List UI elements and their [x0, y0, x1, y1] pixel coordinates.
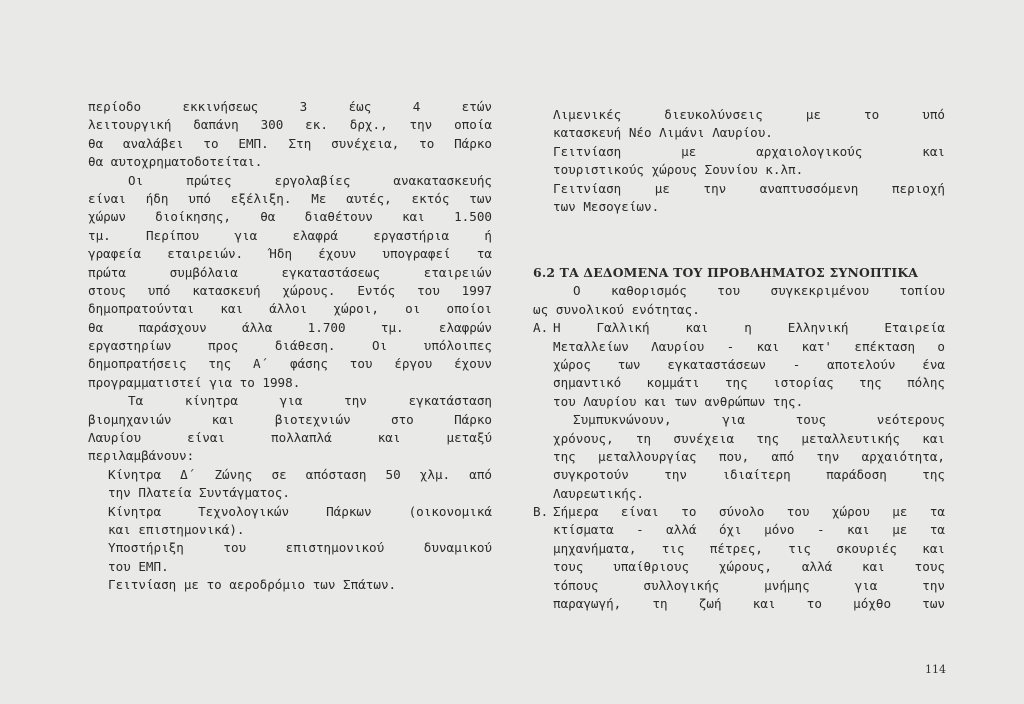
section-heading: 6.2 ΤΑ ΔΕΔΟΜΕΝΑ ΤΟΥ ΠΡΟΒΛΗΜΑΤΟΣ ΣΥΝΟΠΤΙΚΑ — [533, 265, 919, 280]
text-line: κτίσματα - αλλά όχι μόνο - και με τα — [553, 522, 945, 538]
text-line: εργαστηρίων προς διάθεση. Οι υπόλοιπες — [88, 338, 492, 354]
text-line: θα αυτοχρηματοδοτείται. — [88, 154, 263, 170]
right-bullet-list — [533, 106, 945, 216]
page-number: 114 — [925, 663, 946, 676]
text-line: Ο καθορισμός του συγκεκριμένου τοπίου — [573, 283, 945, 299]
text-line: είναι ήδη υπό εξέλιξη. Με αυτές, εκτός των — [88, 190, 492, 206]
text-line: στους υπό κατασκευή χώρους. Εντός του 1997 — [88, 282, 492, 298]
text-line: την Πλατεία Συντάγματος. — [108, 485, 290, 501]
text-line: χώρος των εγκαταστάσεων - αποτελούν ένα — [553, 356, 945, 372]
text-line: και επιστημονικά). — [108, 521, 245, 537]
text-line: περίοδο εκκινήσεως 3 έως 4 ετών — [88, 99, 492, 114]
text-line: λειτουργική δαπάνη 300 εκ. δρχ., την οποία — [88, 117, 492, 133]
text-line: - Κίνητρα Τεχνολογικών Πάρκων (οικονομικά — [88, 503, 492, 521]
text-line: σημαντικό κομμάτι της ιστορίας της πόλης — [553, 375, 945, 391]
text-line: τουριστικούς χώρους Σουνίου κ.λπ. — [553, 162, 804, 178]
text-line: Λαυρεωτικής. — [553, 485, 644, 501]
text-line: - Γειτνίαση με την αναπτυσσόμενη περιοχή — [533, 180, 945, 198]
text-line: - Υποστήριξη του επιστημονικού δυναμικού — [88, 539, 492, 557]
text-line: τους υπαίθριους χώρους, αλλά και τους — [553, 559, 945, 575]
text-line: βιομηχανιών και βιοτεχνιών στο Πάρκο — [88, 411, 492, 427]
text-line: Οι πρώτες εργολαβίες ανακατασκευής — [128, 172, 492, 188]
text-line: Συμπυκνώνουν, για τους νεότερους — [573, 412, 945, 428]
right-text-column — [533, 264, 945, 613]
text-line: πρώτα συμβόλαια εγκαταστάσεως εταιρειών — [88, 264, 492, 280]
text-line: του Λαυρίου και των ανθρώπων της. — [553, 393, 804, 409]
list-marker: Β. — [533, 504, 549, 520]
text-line: χρόνους, τη συνέχεια της μεταλλευτικής και — [553, 430, 945, 446]
text-line: συγκροτούν την ιδιαίτερη παράδοση της — [553, 467, 945, 483]
section-body — [533, 282, 945, 613]
list-item-text: Σήμερα είναι το σύνολο του χώρου με τα — [553, 504, 945, 520]
text-line: προγραμματιστεί για το 1998. — [88, 374, 301, 390]
text-line: περιλαμβάνουν: — [88, 448, 195, 464]
text-line: δημοπρατήσεις της Α΄ φάσης του έργου έχουν — [88, 356, 492, 372]
text-line: Λαυρίου είναι πολλαπλά και μεταξύ — [88, 430, 492, 446]
text-line: των Μεσογείων. — [553, 198, 660, 214]
text-line: τόπους συλλογικής μνήμης για την — [553, 577, 945, 593]
text-line: του ΕΜΠ. — [108, 558, 169, 574]
text-line: κατασκευή Νέο Λιμάνι Λαυρίου. — [553, 125, 773, 141]
text-line: Τα κίνητρα για την εγκατάσταση — [128, 393, 492, 409]
text-line: παραγωγή, τη ζωή και το μόχθο των — [553, 596, 945, 612]
text-line: - Γειτνίαση με αρχαιολογικούς και — [533, 143, 945, 161]
text-line: θα αναλάβει το ΕΜΠ. Στη συνέχεια, το Πάρκο — [88, 135, 492, 151]
text-line — [533, 503, 945, 521]
left-text-column — [88, 98, 492, 595]
text-line: - Κίνητρα Δ΄ Ζώνης σε απόσταση 50 χλμ. από — [88, 466, 492, 484]
text-line: ως συνολικού ενότητας. — [533, 301, 700, 317]
list-item-text: Η Γαλλική και η Ελληνική Εταιρεία — [553, 320, 945, 336]
text-line: τμ. Περίπου για ελαφρά εργαστήρια ή — [88, 227, 492, 243]
text-line — [533, 319, 945, 337]
list-marker: Α. — [533, 320, 549, 336]
text-line: - Γειτνίαση με το αεροδρόμιο των Σπάτων. — [88, 576, 492, 594]
text-line: μηχανήματα, τις πέτρες, τις σκουριές και — [553, 540, 945, 556]
text-line: Μεταλλείων Λαυρίου - και κατ' επέκταση ο — [553, 338, 945, 354]
text-line: χώρων διοίκησης, θα διαθέτουν και 1.500 — [88, 209, 492, 225]
text-line: δημοπρατούνται και άλλοι χώροι, οι οποίοι — [88, 301, 492, 317]
text-line: της μεταλλουργίας που, από την αρχαιότητα, — [553, 448, 945, 464]
text-line: γραφεία εταιρειών. Ήδη έχουν υπογραφεί τα — [88, 246, 492, 262]
text-line: - Λιμενικές διευκολύνσεις με το υπό — [533, 106, 945, 124]
text-line: θα παράσχουν άλλα 1.700 τμ. ελαφρών — [88, 319, 492, 335]
